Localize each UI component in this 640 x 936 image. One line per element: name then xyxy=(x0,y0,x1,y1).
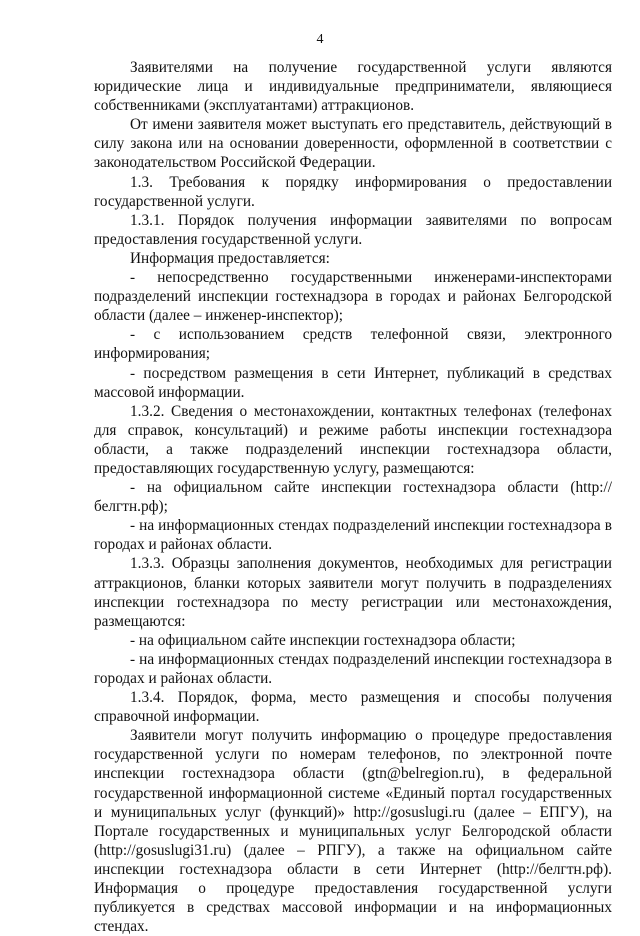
list-item-official-site: - на официальном сайте инспекции гостехнадзора области (http://белгтн.рф); xyxy=(94,479,612,516)
document-body xyxy=(94,58,612,936)
list-item-internet: - посредством размещения в сети Интернет, публикаций в средствах массовой информации. xyxy=(94,364,612,401)
section-1-3-3: 1.3.3. Образцы заполнения документов, необходимых для регистрации аттракционов, бланки которых заявители могут получить в подразделениях инспекции гостехнадзора по месту регистрации или местонахождения, размещаются: xyxy=(94,555,612,630)
paragraph-contacts: Заявители могут получить информацию о процедуре предоставления государственной услуги по номерам телефонов, по электронной почте инспекции гостехнадзора области (gtn@belregion.ru), в федеральной государственной информационной системе «Единый портал государственных и муниципальных услуг (функций)» http://gosuslugi.ru (далее – ЕПГУ), на Портале государственных и муниципальных услуг Белгородской области (http://gosuslugi31.ru) (далее – РПГУ), а также на официальном сайте инспекции гостехнадзора области в сети Интернет (http://белгтн.рф). Информация о процедуре предоставления государственной услуги публикуется в средствах массовой информации и на информационных стендах. xyxy=(94,727,612,936)
paragraph-applicants: Заявителями на получение государственной услуги являются юридические лица и индивидуальные предприниматели, являющиеся собственниками (эксплуатантами) аттракционов. xyxy=(94,59,612,115)
list-item-telephone: - с использованием средств телефонной связи, электронного информирования; xyxy=(94,326,612,363)
section-1-3-4-heading: 1.3.4. Порядок, форма, место размещения и способы получения справочной информации. xyxy=(94,689,612,726)
list-item-info-stands-2: - на информационных стендах подразделений инспекции гостехнадзора в городах и районах области. xyxy=(94,650,612,687)
paragraph-info-provided: Информация предоставляется: xyxy=(130,249,330,267)
list-item-info-stands: - на информационных стендах подразделений инспекции гостехнадзора в городах и районах области. xyxy=(94,517,612,554)
list-item-inspectors: - непосредственно государственными инженерами-инспекторами подразделений инспекции гостехнадзора в городах и районах Белгородской области (далее – инженер-инспектор); xyxy=(94,269,612,325)
section-1-3-heading: 1.3. Требования к порядку информирования о предоставлении государственной услуги. xyxy=(94,173,612,210)
paragraph-representative: От имени заявителя может выступать его представитель, действующий в силу закона или на основании доверенности, оформленной в соответствии с законодательством Российской Федерации. xyxy=(94,116,612,172)
page-number: 4 xyxy=(316,32,324,47)
section-1-3-1-heading: 1.3.1. Порядок получения информации заявителями по вопросам предоставления государственной услуги. xyxy=(94,211,612,248)
section-1-3-2: 1.3.2. Сведения о местонахождении, контактных телефонах (телефонах для справок, консультаций) и режиме работы инспекции гостехнадзора области, а также подразделений инспекции гостехнадзора области, предоставляющих государственную услугу, размещаются: xyxy=(94,402,612,477)
list-item-official-site-2: - на официальном сайте инспекции гостехнадзора области; xyxy=(130,631,516,649)
